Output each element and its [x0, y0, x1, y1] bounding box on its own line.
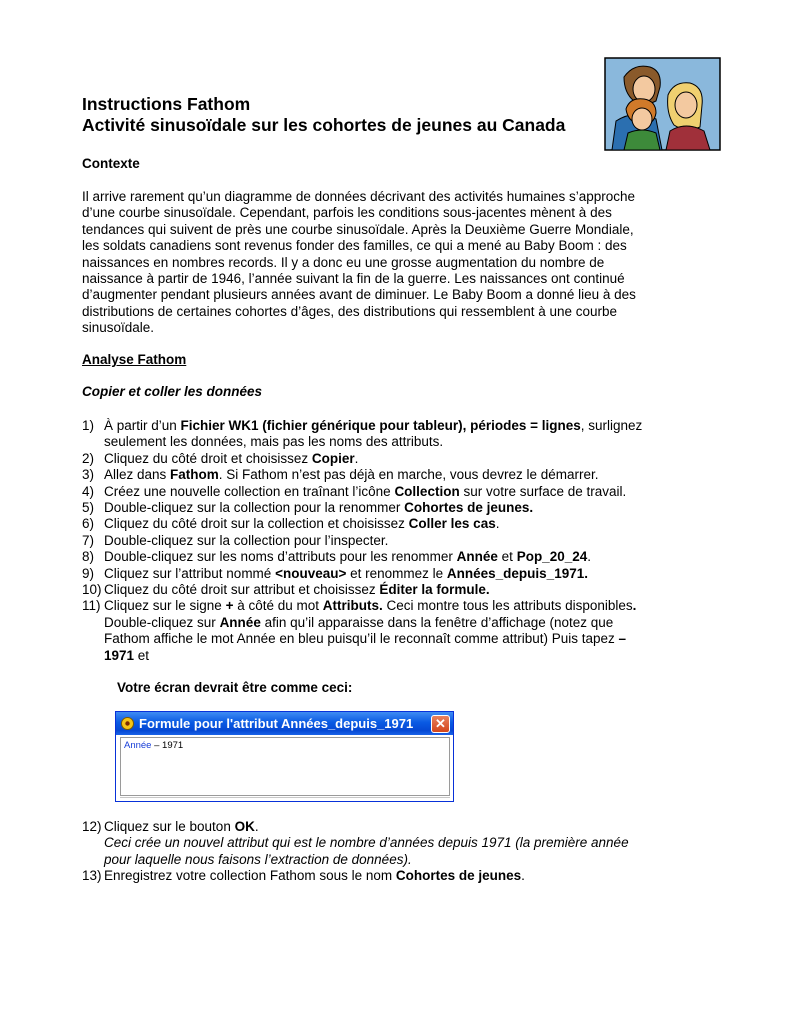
list-item [82, 516, 642, 532]
emphasis-text: – [618, 631, 627, 647]
context-line: distributions de certaines cohortes d’âges, des distributions qui ressemblent à une courbe [82, 303, 618, 319]
list-item [82, 451, 642, 467]
step-line [104, 868, 525, 883]
step-number: 5) [82, 500, 95, 516]
step-text: Enregistrez votre collection Fathom sous le nom [104, 868, 396, 884]
emphasis-text: Fathom [170, 467, 219, 483]
step-line [104, 451, 358, 466]
step-continuation [104, 631, 642, 647]
step-text: sur votre surface de travail. [459, 483, 627, 499]
list-item [82, 467, 642, 483]
step-text: . [354, 450, 359, 466]
step-text: et [134, 647, 150, 663]
step-number: 8) [82, 549, 95, 565]
list-item [82, 582, 642, 598]
step-number: 3) [82, 467, 95, 483]
step-number: 6) [82, 516, 95, 532]
step-number: 11) [82, 598, 101, 614]
list-item [82, 500, 642, 516]
fathom-app-icon [121, 717, 134, 730]
step-number: 2) [82, 450, 95, 466]
step-line [104, 819, 259, 834]
emphasis-text: Année [219, 614, 261, 630]
step-text: Double-cliquez sur la collection pour l’inspecter. [104, 532, 389, 548]
close-icon[interactable]: ✕ [431, 715, 450, 733]
context-heading: Contexte [82, 156, 140, 171]
emphasis-text: Cohortes de jeunes. [404, 500, 534, 516]
context-line: naissance à partir de 1946, l’année suivant la fin de la guerre. Les naissances ont continué [82, 271, 625, 287]
step-text: Allez dans [104, 467, 171, 483]
step-text: Ceci montre tous les attributs disponibles [382, 598, 633, 614]
instruction-list [82, 418, 642, 664]
emphasis-text: Éditer la formule. [379, 582, 490, 598]
list-item [82, 484, 642, 500]
formula-window [115, 711, 454, 802]
step-line [104, 418, 642, 433]
emphasis-text: Fichier WK1 (fichier générique pour tableur), périodes = lignes [180, 418, 581, 433]
step-text: . Si Fathom n’est pas déjà en marche, vous devrez le démarrer. [218, 467, 599, 483]
context-line: naissances en nombres records. Il y a donc eu une grosse augmentation du nombre de [82, 254, 605, 270]
emphasis-text: OK [234, 819, 255, 834]
step-line [104, 516, 499, 531]
analysis-heading: Analyse Fathom [82, 352, 187, 367]
title-line-1: Instructions Fathom [82, 94, 251, 114]
context-line: tendances qui suivent de près une courbe sinusoïdale. Après la Deuxième Guerre Mondiale, [82, 221, 634, 237]
step-text: À partir d’un [104, 418, 181, 433]
step-text: Cliquez du côté droit et choisissez [104, 450, 312, 466]
list-item [82, 819, 629, 868]
step-number: 12) [82, 819, 102, 834]
step-number: 7) [82, 532, 95, 548]
step-line [104, 533, 388, 548]
emphasis-text: Cohortes de jeunes [395, 868, 522, 884]
emphasis-text: . [632, 598, 637, 614]
step-number: 9) [82, 565, 95, 581]
context-line: d’augmenter pendant plusieurs années avant de diminuer. Le Baby Boom a donné lieu à des [82, 287, 636, 303]
step-number: 10) [82, 582, 102, 598]
screen-caption: Votre écran devrait être comme ceci: [117, 680, 353, 695]
step-text: , surlignez [580, 418, 643, 433]
window-title: Formule pour l'attribut Années_depuis_1971 [139, 716, 414, 731]
step-continuation [104, 648, 642, 664]
step-text: afin qu’il apparaisse dans la fenêtre d’affichage (notez que [260, 614, 614, 630]
emphasis-text: Collection [394, 483, 460, 499]
step-text: Cliquez du côté droit sur la collection et choisissez [104, 516, 409, 532]
list-item [82, 868, 629, 884]
step-line [104, 484, 626, 499]
family-illustration [604, 57, 721, 151]
emphasis-text: Années_depuis_1971. [446, 565, 588, 581]
document-title [82, 94, 602, 136]
emphasis-text: <nouveau> [275, 565, 347, 581]
step-text: et renommez le [346, 565, 447, 581]
emphasis-text: + [225, 598, 234, 614]
step-text: . [254, 819, 259, 834]
list-item [82, 566, 642, 582]
step-line [104, 500, 533, 515]
step-number: 4) [82, 483, 95, 499]
copy-paste-subheading: Copier et coller les données [82, 384, 263, 399]
step-line [104, 582, 490, 597]
title-line-2: Activité sinusoïdale sur les cohortes de jeunes au Canada [82, 115, 566, 135]
step-text: Cliquez sur l’attribut nommé [104, 565, 276, 581]
step-text: . [521, 868, 525, 884]
step-line [104, 549, 591, 564]
step-text: Fathom affiche le mot Année en bleu puisqu’il le reconnaît comme attribut) Puis tapez [104, 631, 619, 647]
context-line: Il arrive rarement qu’un diagramme de données décrivant des activités humaines s’approche [82, 189, 636, 204]
formula-text: – 1971 [151, 740, 184, 751]
step-text: Double-cliquez sur [104, 614, 220, 630]
step-number: 13) [82, 868, 102, 884]
context-paragraph [82, 189, 682, 337]
emphasis-text: Attributs. [322, 598, 383, 614]
list-item [82, 549, 642, 565]
step-text: à côté du mot [233, 598, 323, 614]
step-note: pour laquelle nous faisons l’extraction de données). [104, 851, 412, 867]
formula-editor[interactable] [120, 737, 450, 796]
emphasis-text: Pop_20_24 [516, 549, 588, 565]
emphasis-text: 1971 [104, 647, 135, 663]
window-titlebar[interactable] [116, 712, 453, 735]
step-text: Cliquez du côté droit sur attribut et choisissez [104, 582, 380, 598]
emphasis-text: Coller les cas [408, 516, 496, 532]
step-line [104, 467, 598, 482]
step-line [104, 598, 636, 613]
instruction-list-continued [82, 819, 629, 885]
step-text: Cliquez sur le bouton [104, 819, 235, 834]
step-continuation [104, 615, 642, 631]
step-text: Double-cliquez sur les noms d’attributs pour les renommer [104, 549, 457, 565]
context-line: sinusoïdale. [82, 320, 155, 336]
step-text: Cliquez sur le signe [104, 598, 226, 614]
list-item [82, 418, 642, 451]
attribute-name: Année [124, 740, 152, 751]
emphasis-text: Copier [311, 450, 355, 466]
context-line: les soldats canadiens sont revenus fonder des familles, ce qui a mené au Baby Boom : des [82, 238, 627, 254]
step-text: . [587, 549, 591, 565]
step-text: et [497, 549, 517, 565]
list-item [82, 533, 642, 549]
emphasis-text: Année [456, 549, 498, 565]
step-text: Double-cliquez sur la collection pour la renommer [104, 500, 405, 516]
step-note: Ceci crée un nouvel attribut qui est le nombre d’années depuis 1971 (la première année [104, 835, 629, 851]
step-text: Créez une nouvelle collection en traînant l’icône [104, 483, 395, 499]
step-line [104, 566, 588, 581]
step-number: 1) [82, 418, 95, 433]
step-text: . [495, 516, 500, 532]
step-continuation: seulement les données, mais pas les noms des attributs. [104, 434, 444, 450]
list-item [82, 598, 642, 664]
window-divider [120, 797, 450, 798]
context-line: d’une courbe sinusoïdale. Cependant, parfois les conditions sous-jacentes mènent à des [82, 205, 612, 221]
